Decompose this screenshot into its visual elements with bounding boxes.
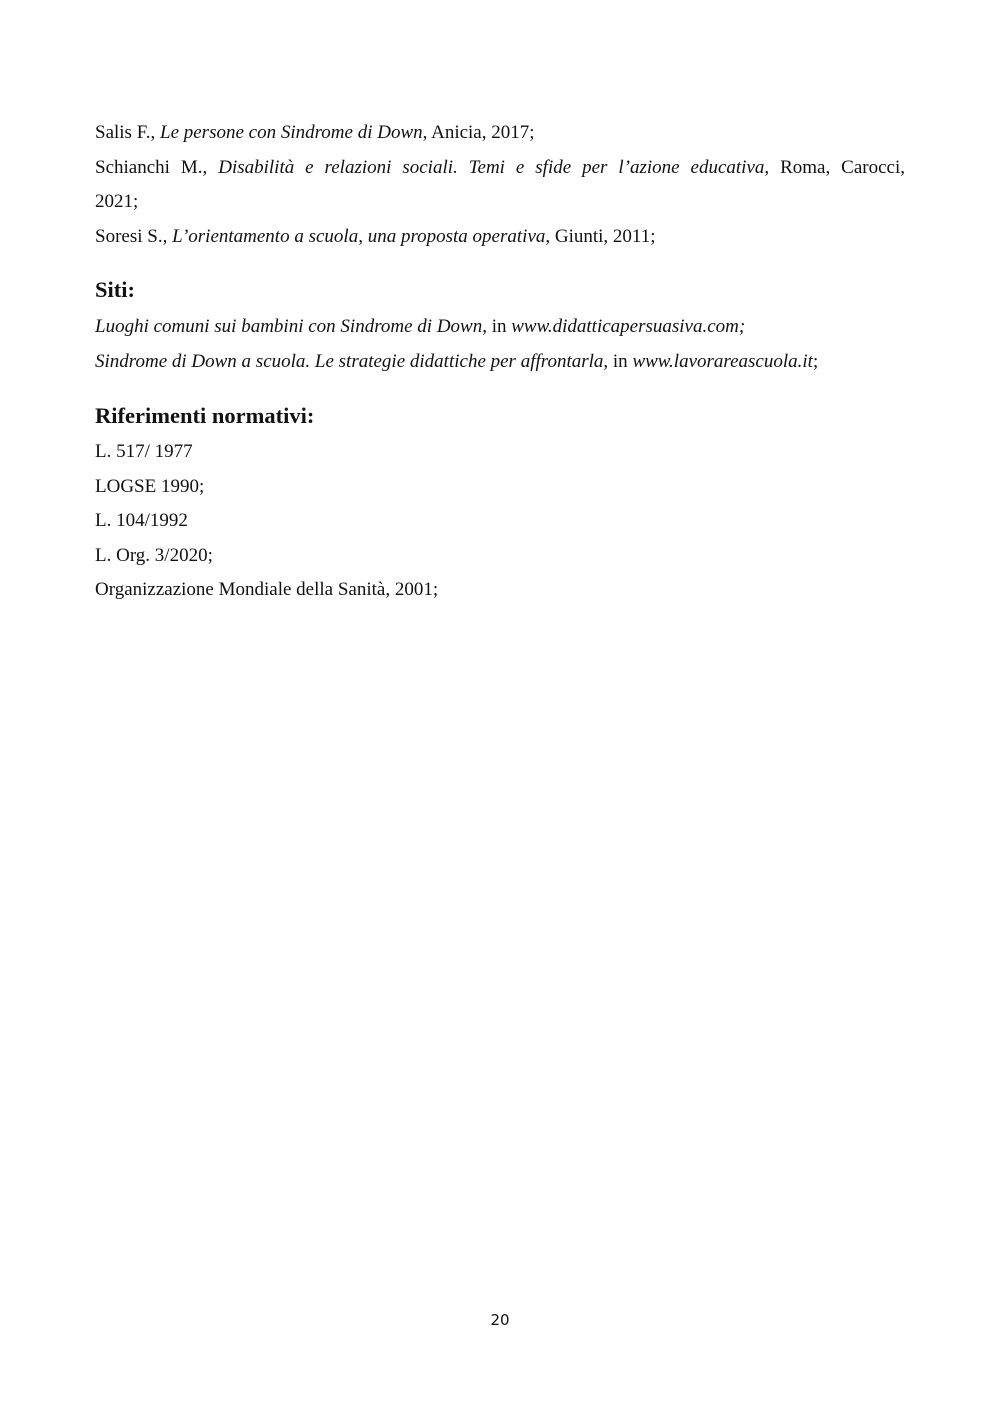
entry-author: Soresi S., [95, 225, 173, 247]
entry-publication: , Giunti, 2011; [545, 225, 656, 247]
site-trail: ; [812, 350, 819, 372]
bibliography-entry-schianchi [95, 151, 905, 186]
site-url[interactable]: www.didatticapersuasiva.com; [511, 316, 746, 337]
bibliography-entry-schianchi-continuation: 2021; [95, 191, 139, 212]
site-url[interactable]: www.lavorareascuola.it [632, 350, 813, 372]
site-title: Luoghi comuni sui bambini con Sindrome di Down [95, 316, 483, 337]
normative-entry: LOGSE 1990; [95, 475, 205, 497]
entry-author: Salis F., [95, 122, 160, 143]
normative-heading: Riferimenti normativi: [95, 403, 315, 428]
bibliography-entry-soresi [95, 220, 905, 255]
entry-title: Le persone con Sindrome di Down [160, 122, 423, 143]
site-entry [95, 310, 905, 345]
normative-entry: Organizzazione Mondiale della Sanità, 2001; [95, 579, 439, 600]
bibliography-entry-salis [95, 116, 905, 151]
normative-entry: L. 104/1992 [95, 510, 188, 531]
entry-title: L’orientamento a scuola, una proposta operativa [172, 225, 546, 247]
document-page [95, 116, 905, 608]
site-connector: , in [482, 316, 512, 337]
page-number: 20 [490, 1311, 510, 1329]
entry-publication: , Anicia, 2017; [422, 122, 535, 143]
normative-entry: L. 517/ 1977 [95, 441, 193, 462]
siti-heading: Siti: [95, 277, 136, 302]
entry-publication: , Roma, Carocci, [764, 156, 905, 178]
normative-entry: L. Org. 3/2020; [95, 544, 213, 566]
entry-author: Schianchi M., [95, 156, 219, 178]
site-title: Sindrome di Down a scuola. Le strategie didattiche per affrontarla [95, 350, 604, 372]
site-connector: , in [603, 350, 633, 372]
entry-title: Disabilità e relazioni sociali. Temi e sfide per l’azione educativa [218, 156, 765, 178]
site-entry [95, 345, 905, 380]
